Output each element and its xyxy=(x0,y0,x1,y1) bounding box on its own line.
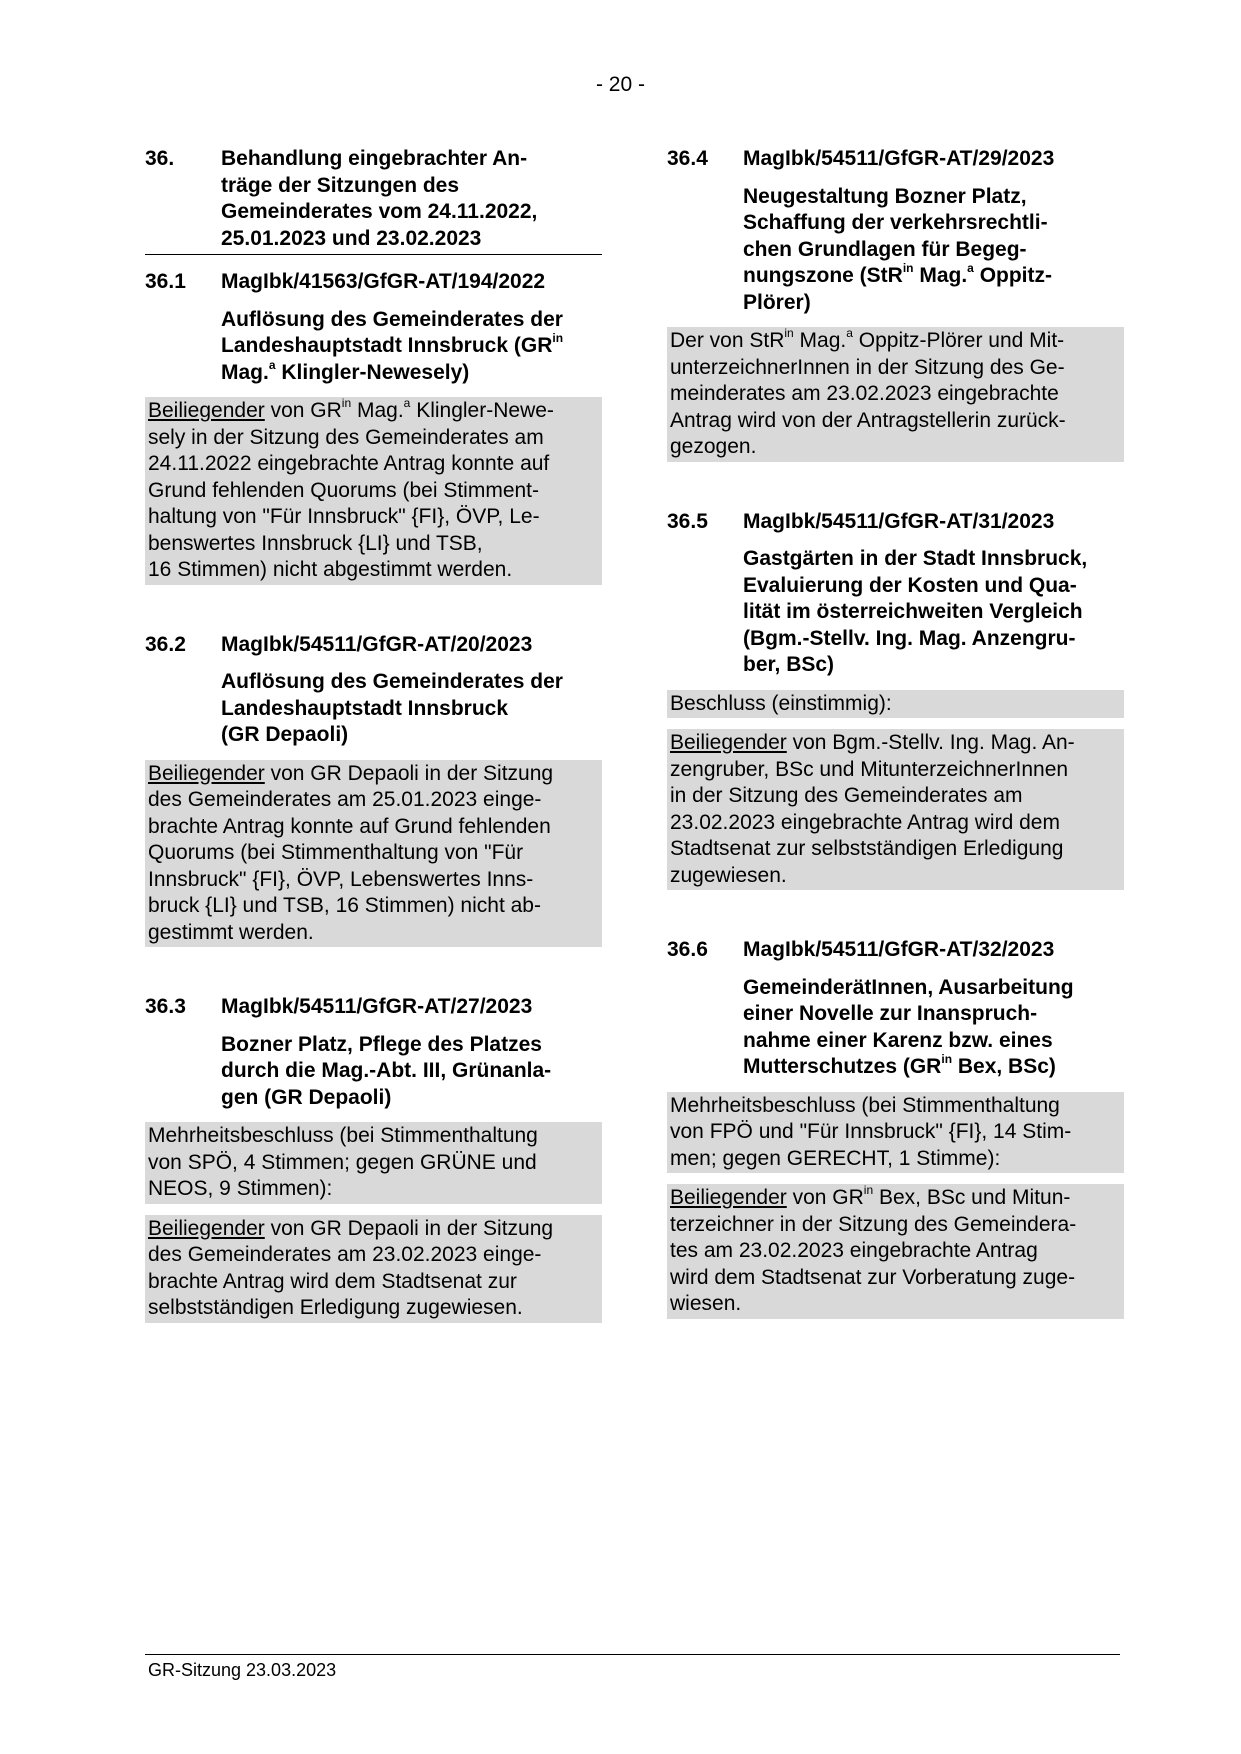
item-reference: MagIbk/41563/GfGR-AT/194/2022 xyxy=(221,270,546,293)
item-36-5-text: Beiliegender von Bgm.-Stellv. Ing. Mag. An- zengruber, BSc und MitunterzeichnerInnen in der Sitzung des Gemeinderates am 23.02.2023 eingebrachte Antrag wird dem Stadtsenat zur selbstständigen Erledigung zugewiesen. xyxy=(667,729,1124,890)
item-36-4-title: Neugestaltung Bozner Platz, Schaffung der verkehrsrechtli- chen Grundlagen für Begeg- nungszone (StR$^{in}$ Mag.$^a$ Oppitz- Plörer) xyxy=(743,184,1053,314)
item-number: 36.1 xyxy=(145,270,186,293)
item-number: 36.4 xyxy=(667,147,708,170)
item-36-6-decision: Mehrheitsbeschluss (bei Stimmenthaltung von FPÖ und "Für Innsbruck" {FI}, 14 Stim- men; gegen GERECHT, 1 Stimme): xyxy=(667,1092,1124,1174)
item-reference: MagIbk/54511/GfGR-AT/31/2023 xyxy=(743,509,1055,533)
item-36-3-text: Beiliegender von GR Depaoli in der Sitzung des Gemeinderates am 23.02.2023 einge- brachte Antrag wird dem Stadtsenat zur selbstständigen Erledigung zugewiesen. xyxy=(145,1215,602,1323)
item-36-2-heading xyxy=(145,632,602,659)
item-number: 36.3 xyxy=(145,995,186,1018)
item-36-5-decision: Beschluss (einstimmig): xyxy=(667,690,1124,719)
item-number: 36.2 xyxy=(145,632,186,656)
item-number: 36.6 xyxy=(667,938,708,961)
footer-text: GR-Sitzung 23.03.2023 xyxy=(148,1660,337,1680)
item-36-3-title: Bozner Platz, Pflege des Platzes durch die Mag.-Abt. III, Grünanla- gen (GR Depaoli) xyxy=(221,1032,552,1109)
item-title: Behandlung eingebrachter An- träge der Sitzungen des Gemeinderates vom 24.11.2022, 25.01.2023 und 23.02.2023 xyxy=(221,147,538,250)
right-column xyxy=(667,146,1124,1330)
item-36-1-title: Auflösung des Gemeinderates der Landeshauptstadt Innsbruck ($GR^{in}$ Mag.$^a$ Klingler-Newesely) xyxy=(221,307,564,384)
item-reference: MagIbk/54511/GfGR-AT/29/2023 xyxy=(743,147,1055,170)
item-36-6-text: Beiliegender von $GR^{in}$ Bex, BSc und Mitun- terzeichner in der Sitzung des Gemeindera- tes am 23.02.2023 eingebrachte Antrag wird dem Stadtsenat zur Vorberatung zuge- wiesen. xyxy=(667,1184,1124,1319)
item-reference: MagIbk/54511/GfGR-AT/20/2023 xyxy=(221,632,533,656)
item-reference: MagIbk/54511/GfGR-AT/32/2023 xyxy=(743,938,1055,961)
item-36-2-title: Auflösung des Gemeinderates der Landeshauptstadt Innsbruck (GR Depaoli) xyxy=(221,670,563,746)
item-36-6-title: GemeinderätInnen, Ausarbeitung einer Novelle zur Inanspruch- nahme einer Karenz bzw. eines Mutterschutzes ($GR^{in}$ Bex, BSc) xyxy=(743,975,1074,1078)
item-36-4-heading xyxy=(667,146,1124,173)
footer-divider xyxy=(145,1654,1120,1655)
item-number: 36.5 xyxy=(667,509,708,533)
item-36-1-text: Beiliegender von $GR^{in}$ Mag.$^a$ Klingler-Newe- sely in der Sitzung des Gemeinderates am 24.11.2022 eingebrachte Antrag konnte auf Grund fehlenden Quorums (bei Stimment- haltung von "Für Innsbruck" {FI}, ÖVP, Le- benswertes Innsbruck {LI} und TSB, 16 Stimmen) nicht abgestimmt werden. xyxy=(145,397,602,585)
item-36-5-heading xyxy=(667,509,1124,536)
left-column xyxy=(145,146,602,1334)
item-number: 36. xyxy=(145,147,175,170)
item-36-3-decision: Mehrheitsbeschluss (bei Stimmenthaltung von SPÖ, 4 Stimmen; gegen GRÜNE und NEOS, 9 Stimmen): xyxy=(145,1122,602,1204)
agenda-item-36-heading xyxy=(145,146,602,255)
page-number: - 20 - xyxy=(595,73,645,96)
item-36-1-heading xyxy=(145,269,602,296)
item-36-4-text: Der von StR$^{in}$ Mag.$^a$ Oppitz-Plörer und Mit- unterzeichnerInnen in der Sitzung des Ge- meinderates am 23.02.2023 eingebrachte Antrag wird von der Antragstellerin zurück- gezogen. xyxy=(667,327,1124,462)
item-reference: MagIbk/54511/GfGR-AT/27/2023 xyxy=(221,995,533,1018)
item-36-3-heading xyxy=(145,994,602,1021)
item-36-5-title: Gastgärten in der Stadt Innsbruck, Evaluierung der Kosten und Qua- lität im österreichweiten Vergleich (Bgm.-Stellv. Ing. Mag. Anzengru- ber, BSc) xyxy=(743,547,1088,676)
item-36-2-text: Beiliegender von GR Depaoli in der Sitzung des Gemeinderates am 25.01.2023 einge- brachte Antrag konnte auf Grund fehlenden Quorums (bei Stimmenthaltung von "Für Innsbruck" {FI}, ÖVP, Lebenswertes Inns- bruck {LI} und TSB, 16 Stimmen) nicht ab- gestimmt werden. xyxy=(145,760,602,948)
item-36-6-heading xyxy=(667,937,1124,964)
